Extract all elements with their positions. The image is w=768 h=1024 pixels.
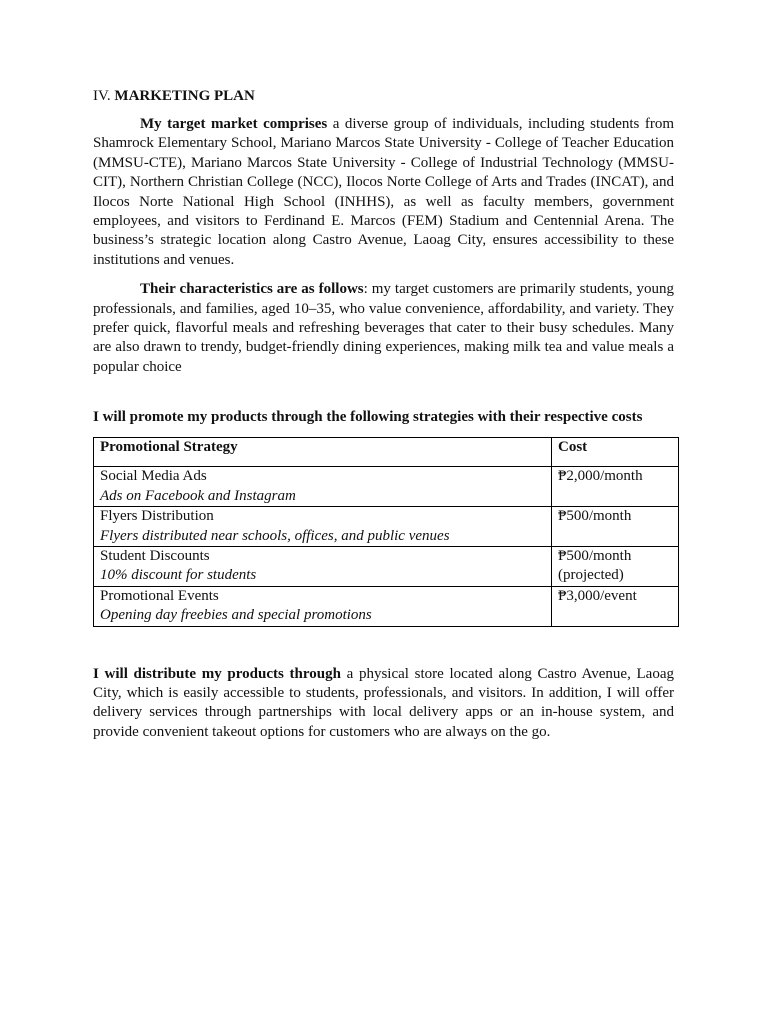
target-market-lead: My target market comprises — [140, 116, 328, 132]
strategy-name: Student Discounts — [100, 547, 210, 564]
distribution-lead: I will distribute my products through — [93, 665, 341, 682]
strategy-description: 10% discount for students — [100, 567, 257, 584]
header-strategy: Promotional Strategy — [94, 438, 552, 467]
table-row — [94, 467, 679, 507]
table-header-row — [94, 438, 679, 467]
strategy-description: Ads on Facebook and Instagram — [100, 487, 296, 504]
table-row — [94, 586, 679, 626]
strategy-cell — [94, 467, 552, 507]
cost-cell: ₱500/month (projected) — [552, 546, 679, 586]
table-row — [94, 546, 679, 586]
characteristics-paragraph — [93, 280, 674, 377]
target-market-text: a diverse group of individuals, including students from Shamrock Elementary School, Mariano Marcos State University - College of Teacher Education (MMSU-CTE), Mariano Marcos State University - College of Industrial Technology (MMSU-CIT), Northern Christian College (NCC), Ilocos Norte College of Arts and Trades (INCAT), and Ilocos Norte National High School (INHHS), as well as faculty members, government employees, and visitors to Ferdinand E. Marcos (FEM) Stadium and Centennial Arena. The business’s strategic location along Castro Avenue, Laoag City, ensures accessibility to these institutions and venues. — [93, 116, 674, 268]
section-title: MARKETING PLAN — [114, 88, 255, 104]
promotion-intro: I will promote my products through the following strategies with their respective costs — [93, 409, 643, 426]
strategy-name: Social Media Ads — [100, 468, 207, 485]
distribution-text: a physical store located along Castro Avenue, Laoag City, which is easily accessible to students, professionals, and visitors. In addition, I will offer delivery services through partnerships with local delivery apps or an in-house system, and provide convenient takeout options for customers who are always on the go. — [93, 665, 674, 740]
section-heading — [93, 86, 674, 106]
strategy-cell — [94, 586, 552, 626]
table-row — [94, 507, 679, 547]
cost-cell: ₱2,000/month — [552, 467, 679, 507]
strategy-description: Flyers distributed near schools, offices, and public venues — [100, 527, 450, 544]
cost-cell: ₱3,000/event — [552, 586, 679, 626]
characteristics-lead: Their characteristics are as follows — [140, 281, 364, 298]
promotion-table — [93, 437, 679, 626]
section-number: IV. — [93, 88, 111, 104]
strategy-cell — [94, 507, 552, 547]
strategy-name: Promotional Events — [100, 587, 219, 604]
document-body — [93, 86, 674, 742]
strategy-name: Flyers Distribution — [100, 508, 214, 525]
target-market-paragraph — [93, 115, 674, 270]
cost-cell: ₱500/month — [552, 507, 679, 547]
characteristics-text: : my target customers are primarily students, young professionals, and families, aged 10–35, who value convenience, affordability, and variety. They prefer quick, flavorful meals and refreshing beverages that cater to their busy schedules. Many are also drawn to trendy, budget-friendly dining experiences, making milk tea and value meals a popular choice — [93, 281, 675, 375]
strategy-cell — [94, 546, 552, 586]
header-cost: Cost — [552, 438, 679, 467]
distribution-paragraph — [93, 665, 674, 743]
strategy-description: Opening day freebies and special promotions — [100, 607, 372, 624]
